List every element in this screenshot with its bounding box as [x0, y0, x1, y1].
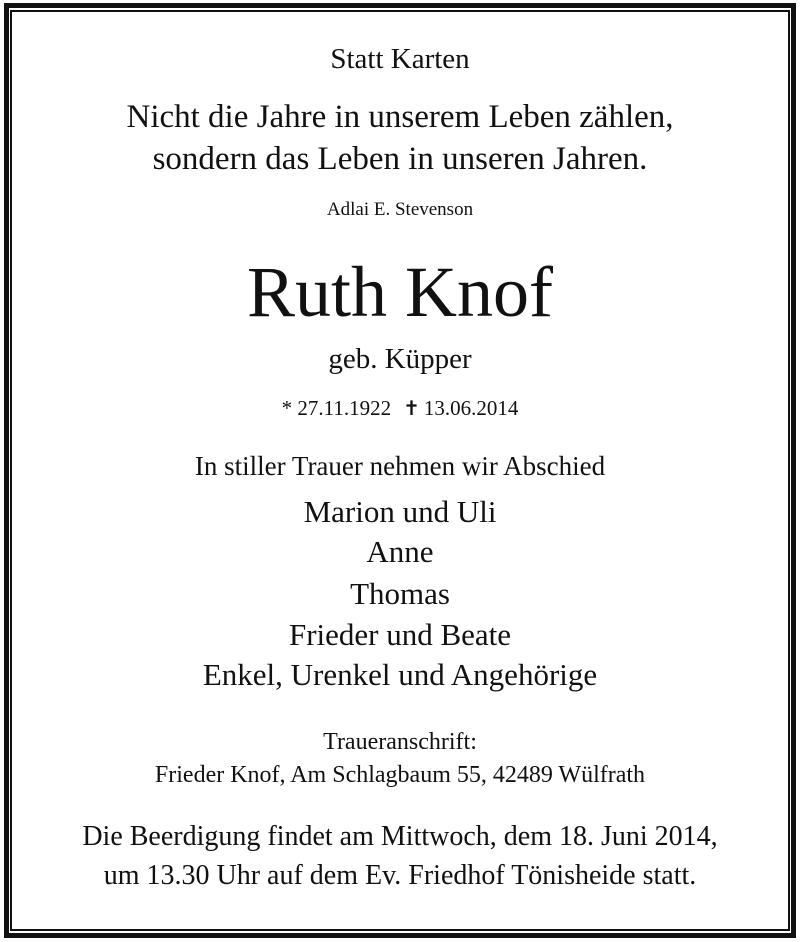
- address-label: Traueranschrift:: [323, 729, 477, 755]
- death-date: 13.06.2014: [423, 396, 519, 420]
- deceased-name: Ruth Knof: [247, 252, 553, 332]
- life-dates: [0, 398, 800, 419]
- birth-date: * 27.11.1922: [281, 396, 392, 420]
- quote-line-2: sondern das Leben in unseren Jahren.: [152, 141, 648, 177]
- mourner-name: Frieder und Beate: [288, 617, 512, 652]
- maiden-name: geb. Küpper: [328, 343, 472, 375]
- mourner-name: Marion und Uli: [303, 494, 497, 529]
- quote-author: Adlai E. Stevenson: [326, 199, 474, 220]
- mourner-name: Thomas: [350, 576, 450, 611]
- funeral-line-2: um 13.30 Uhr auf dem Ev. Friedhof Tönisheide statt.: [103, 860, 697, 891]
- funeral-line-1: Die Beerdigung findet am Mittwoch, dem 18. Juni 2014,: [82, 821, 718, 852]
- mourners-intro: In stiller Trauer nehmen wir Abschied: [194, 451, 606, 481]
- cross-icon: ✝: [403, 396, 420, 420]
- mourner-name: Anne: [366, 534, 434, 569]
- intro-text: Statt Karten: [330, 43, 470, 75]
- address-line: Frieder Knof, Am Schlagbaum 55, 42489 Wülfrath: [154, 762, 646, 788]
- mourner-name: Enkel, Urenkel und Angehörige: [202, 657, 598, 692]
- quote-line-1: Nicht die Jahre in unserem Leben zählen,: [126, 99, 674, 135]
